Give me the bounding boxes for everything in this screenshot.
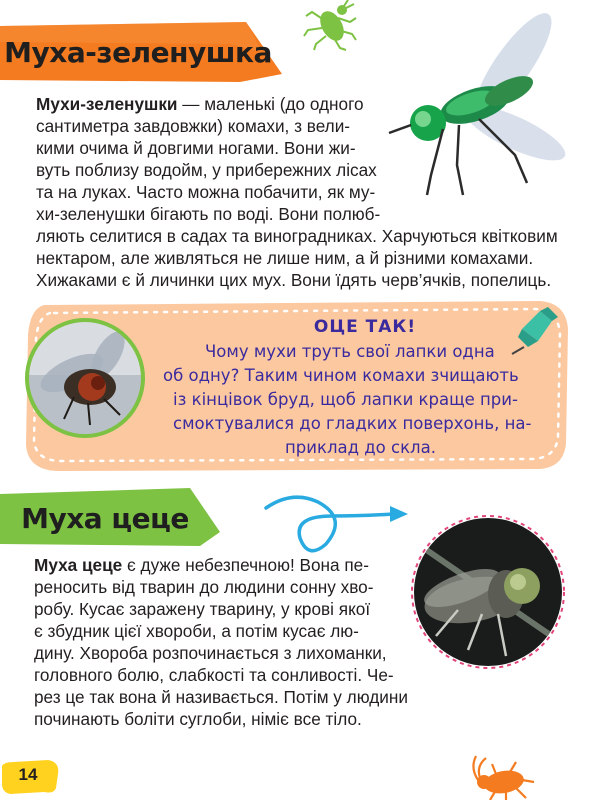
- text-line: ляють селитися в садах та виноградниках. Харчуються квітковим: [36, 226, 558, 246]
- fact-text: [163, 315, 555, 460]
- section1-text: [36, 93, 576, 291]
- text-line: реносить від тварин до людини сонну хво-: [34, 577, 374, 597]
- section2-banner: [0, 488, 220, 548]
- page-number: 14: [18, 765, 38, 784]
- housefly-photo: [24, 315, 146, 441]
- text-line: сантиметра завдовжки) комахи, з вели-: [36, 116, 351, 136]
- fact-box: [20, 295, 570, 477]
- text-line: дину. Хвороба розпочинається з лихоманки,: [34, 643, 387, 663]
- section1-banner: [0, 22, 282, 82]
- section1-title: Муха-зеленушка: [4, 35, 272, 69]
- text-line: робу. Кусає заражену тварину, у крові якої: [34, 599, 371, 619]
- text-line: нектаром, але живляться не лише ним, а й різними комахами.: [36, 248, 534, 268]
- tsetse-fly-photo: [402, 510, 572, 672]
- text-line: є збудник цієї хвороби, а потім кусає лю-: [34, 621, 359, 641]
- cockroach-icon: [466, 752, 538, 800]
- text-line: хи-зеленушки бігають по воді. Вони полюб-: [36, 204, 381, 224]
- fact-line: смоктувалися до гладких поверхонь, на-: [173, 414, 532, 433]
- text-line: кими очима й довгими ногами. Вони жи-: [36, 138, 356, 158]
- fact-line: Чому мухи труть свої лапки одна: [205, 342, 495, 361]
- text-line: Хижаками є й личинки цих мух. Вони їдять черв’ячків, попелиць.: [36, 270, 552, 290]
- text-line: вуть поблизу водойм, у прибережних лісах: [36, 160, 377, 180]
- fact-line: приклад до скла.: [285, 438, 436, 457]
- section2-text: [34, 554, 414, 730]
- text-line: рез це так вона й називається. Потім у людини: [34, 687, 408, 707]
- beetle-icon: [300, 0, 362, 52]
- text-line: Муха цеце є дуже небезпечною! Вона пе-: [34, 555, 369, 575]
- text-line: та на луках. Часто можна побачити, як му-: [36, 182, 376, 202]
- text-line: починають боліти суглоби, німіє все тіло.: [34, 709, 362, 729]
- text-line: головного болю, слабкості та сонливості. Че-: [34, 665, 394, 685]
- fact-line: об одну? Таким чином комахи зчищають: [163, 366, 519, 385]
- swirl-arrow-icon: [262, 488, 412, 560]
- text-line: Мухи-зеленушки — маленькі (до одного: [36, 94, 364, 114]
- section2-title: Муха цеце: [21, 501, 189, 535]
- fact-line: із кінцівок бруд, щоб лапки краще при-: [173, 390, 518, 409]
- fact-title: ОЦЕ ТАК!: [313, 317, 417, 337]
